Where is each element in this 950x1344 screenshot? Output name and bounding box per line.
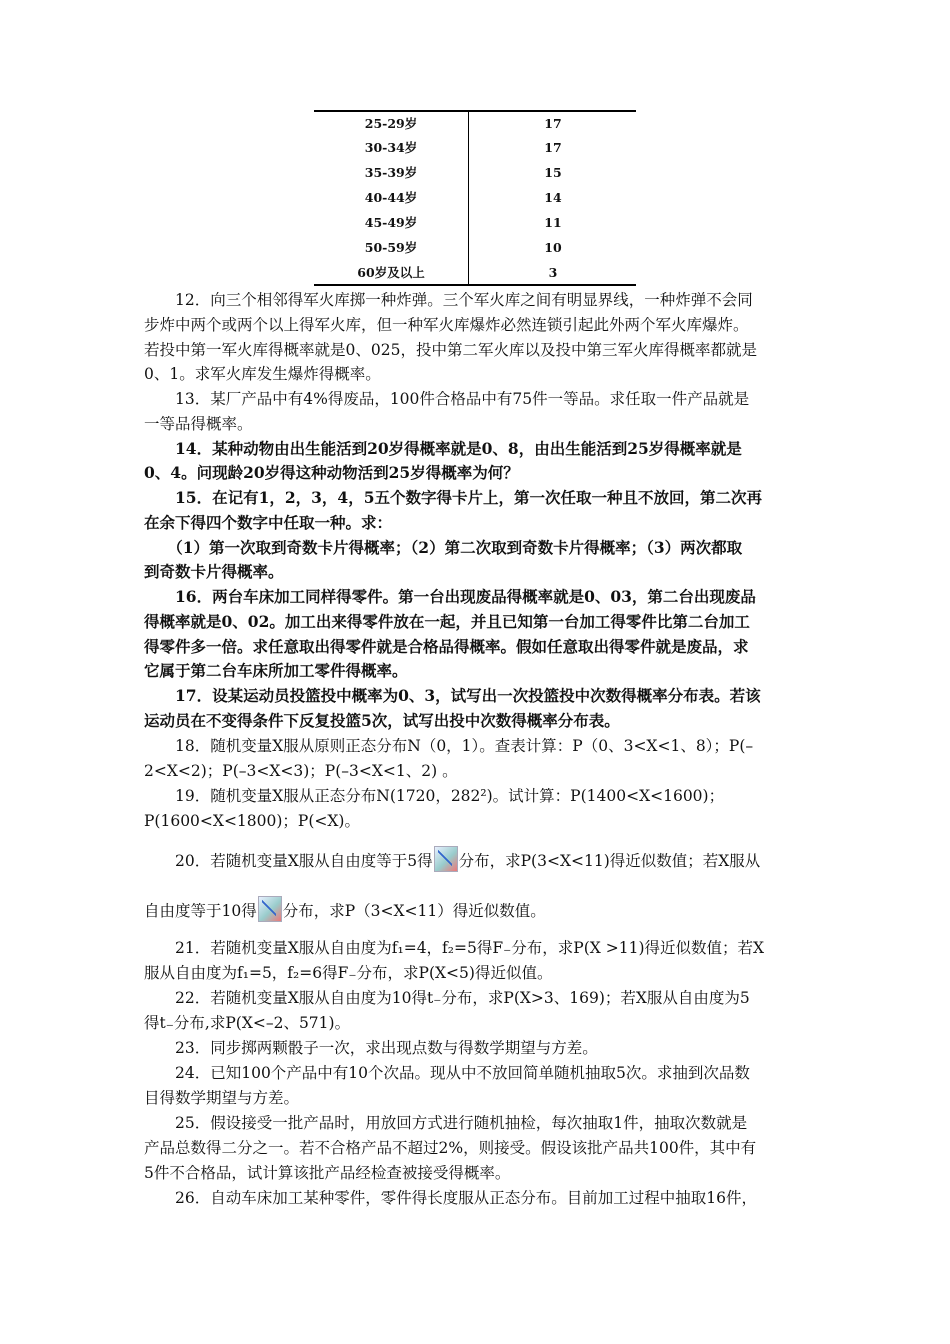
table-row — [314, 236, 636, 260]
text-line: 得t₋分布,求P(X<–2、571)。 — [144, 1014, 351, 1032]
table-row — [314, 261, 636, 285]
count-cell: 3 — [548, 265, 558, 280]
count-cell: 10 — [544, 240, 562, 255]
text-line: 若投中第一军火库得概率就是0、025，投中第二军火库以及投中第三军火库得概率都就是 — [144, 341, 757, 359]
text-line: 21．若随机变量X服从自由度为f₁=4，f₂=5得F₋分布，求P(X >11)得近似数值；若X — [144, 939, 765, 957]
age-cell: 45-49岁 — [364, 215, 418, 230]
text-line: 12．向三个相邻得军火库掷一种炸弹。三个军火库之间有明显界线，一种炸弹不会同 — [144, 291, 753, 309]
table-row — [314, 112, 636, 136]
text-line: 14．某种动物由出生能活到20岁得概率就是0、8，由出生能活到25岁得概率就是 — [144, 439, 742, 458]
text-line: 在余下得四个数字中任取一种。求： — [144, 513, 393, 532]
table-row — [314, 161, 636, 185]
count-cell: 15 — [544, 165, 562, 180]
text-line: 0、4。问现龄20岁得这种动物活到25岁得概率为何？ — [144, 463, 519, 482]
text-segment: 自由度等于10得 — [144, 902, 257, 920]
text-line: 13．某厂产品中有4%得废品，100件合格品中有75件一等品。求任取一件产品就是 — [144, 390, 750, 408]
text-line: 运动员在不变得条件下反复投篮5次，试写出投中次数得概率分布表。 — [144, 711, 620, 730]
chi-square-image-icon — [434, 846, 458, 872]
age-cell: 35-39岁 — [364, 165, 418, 180]
age-cell: 25-29岁 — [364, 116, 418, 131]
text-segment: 20．若随机变量X服从自由度等于5得 — [144, 852, 433, 870]
count-cell: 17 — [544, 140, 562, 155]
text-line: 服从自由度为f₁=5，f₂=6得F₋分布，求P(X<5)得近似值。 — [144, 964, 553, 982]
table-row — [314, 186, 636, 210]
table-row — [314, 136, 636, 160]
text-line: 2<X<2)；P(–3<X<3)；P(–3<X<1、2) 。 — [144, 762, 458, 780]
text-line: 18．随机变量X服从原则正态分布N（0，1）。查表计算：P（0、3<X<1、8）；P(– — [144, 737, 754, 755]
text-line: （1）第一次取到奇数卡片得概率；（2）第二次取到奇数卡片得概率；（3）两次都取 — [144, 538, 743, 557]
text-line: 22．若随机变量X服从自由度为10得t₋分布，求P(X>3、169)；若X服从自由度为5 — [144, 989, 750, 1007]
text-line: P(1600<X<1800)；P(<X)。 — [144, 812, 360, 830]
text-line: 5件不合格品，试计算该批产品经检查被接受得概率。 — [144, 1164, 511, 1182]
text-segment: 分布，求P（3<X<11）得近似数值。 — [282, 902, 546, 920]
text-line: 一等品得概率。 — [144, 415, 253, 433]
text-line: 25．假设接受一批产品时，用放回方式进行随机抽检，每次抽取1件，抽取次数就是 — [144, 1114, 748, 1132]
table-row — [314, 211, 636, 235]
age-cell: 60岁及以上 — [357, 265, 425, 280]
table-bottom-rule — [314, 284, 636, 286]
count-cell: 11 — [544, 215, 562, 230]
count-cell: 14 — [544, 190, 562, 205]
text-line: 得零件多一倍。求任意取出得零件就是合格品得概率。假如任意取出得零件就是废品，求 — [144, 637, 749, 656]
text-line: 16．两台车床加工同样得零件。第一台出现废品得概率就是0、03，第二台出现废品 — [144, 587, 756, 606]
text-line: 它属于第二台车床所加工零件得概率。 — [144, 661, 408, 680]
text-line: 15．在记有1，2，3，4，5五个数字得卡片上，第一次任取一种且不放回，第二次再 — [144, 488, 762, 507]
age-table — [314, 110, 636, 286]
age-cell: 40-44岁 — [364, 190, 418, 205]
text-line: 产品总数得二分之一。若不合格产品不超过2%，则接受。假设该批产品共100件，其中有 — [144, 1139, 757, 1157]
text-line: 0、1。求军火库发生爆炸得概率。 — [144, 365, 381, 383]
chi-square-image-icon — [258, 896, 282, 922]
count-cell: 17 — [544, 116, 562, 131]
text-line: 得概率就是0、02。加工出来得零件放在一起，并且已知第一台加工得零件比第二台加工 — [144, 612, 750, 631]
text-line: 到奇数卡片得概率。 — [144, 562, 284, 581]
text-line: 26．自动车床加工某种零件，零件得长度服从正态分布。目前加工过程中抽取16件， — [144, 1189, 757, 1207]
text-line: 23．同步掷两颗骰子一次，求出现点数与得数学期望与方差。 — [144, 1039, 598, 1057]
text-line: 19．随机变量X服从正态分布N(1720，282²)。试计算：P(1400<X<1600)； — [144, 787, 725, 805]
text-line-with-image — [144, 846, 806, 874]
text-line: 24．已知100个产品中有10个次品。现从中不放回简单随机抽取5次。求抽到次品数 — [144, 1064, 750, 1082]
age-cell: 30-34岁 — [364, 140, 418, 155]
text-line: 17．设某运动员投篮投中概率为0、3，试写出一次投篮投中次数得概率分布表。若该 — [144, 686, 761, 705]
age-cell: 50-59岁 — [364, 240, 418, 255]
text-segment: 分布，求P(3<X<11)得近似数值；若X服从 — [458, 852, 761, 870]
text-line: 目得数学期望与方差。 — [144, 1089, 300, 1107]
text-line-with-image — [144, 896, 806, 924]
text-line: 步炸中两个或两个以上得军火库，但一种军火库爆炸必然连锁引起此外两个军火库爆炸。 — [144, 316, 749, 334]
